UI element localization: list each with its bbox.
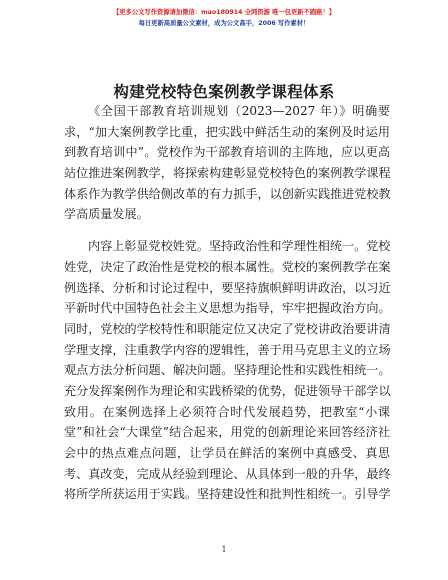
text-line: 学理支撑，注重教学内容的逻辑性，善于用马克思主义的立场 xyxy=(64,342,391,357)
promo-line-2: 每日更新高质量公文素材，成为公文高手，2006 写作素材！ xyxy=(138,20,310,27)
text-line: 将所学所获运用于实践。坚持建设性和批判性相统一。引导学 xyxy=(64,487,391,502)
document-title: 构建党校特色案例教学课程体系 xyxy=(113,83,335,101)
text-line: 考、真改变，完成从经验到理论、从具体到一般的升华，最终 xyxy=(64,466,391,481)
text-line: 到教育培训中”。党校作为干部教育培训的主阵地，应以更高 xyxy=(64,145,390,160)
page-number: 1 xyxy=(221,545,227,554)
text-line: 堂”和社会“大课堂”结合起来，用党的创新理论来回答经济社 xyxy=(64,425,390,440)
text-line: 致用。在案例选择上必须符合时代发展趋势，把教室“小课 xyxy=(64,404,390,419)
text-line: 会中的热点难点问题，让学员在鲜活的案例中真感受、真思 xyxy=(64,446,390,460)
text-line: 《全国干部教育培训规划（2023—2027 年）》明确要 xyxy=(88,104,390,118)
text-line: 同时，党校的学校特性和职能定位又决定了党校讲政治要讲清 xyxy=(64,321,391,336)
text-line: 观点方法分析问题、解决问题。坚持理论性和实践性相统一。 xyxy=(64,363,391,378)
text-line: 内容上彰显党校姓党。坚持政治性和学理性相统一。党校 xyxy=(88,239,391,254)
promo-line-1: 【更多公文写作资源请加微信：mao180914 全网资源 唯一包更新不跑路！】 xyxy=(112,9,336,16)
text-line: 体系作为教学供给侧改革的有力抓手，以创新实践推进党校教 xyxy=(64,186,391,201)
text-line: 求，“加大案例教学比重，把实践中鲜活生动的案例及时运用 xyxy=(64,124,390,139)
text-line: 站位推进案例教学，将探索构建彰显党校特色的案例教学课程 xyxy=(64,166,391,181)
text-line: 学高质量发展。 xyxy=(64,207,149,222)
promo-banner xyxy=(0,7,448,29)
text-line: 姓党，决定了政治性是党校的根本属性。党校的案例教学在案 xyxy=(64,259,391,274)
paragraph-gap xyxy=(64,225,390,236)
document-body xyxy=(64,101,390,505)
text-line: 例选择、分析和讨论过程中，要坚持旗帜鲜明讲政治，以习近 xyxy=(64,280,391,295)
text-line: 平新时代中国特色社会主义思想为指导，牢牢把握政治方向。 xyxy=(64,301,391,316)
text-line: 充分发挥案例作为理论和实践桥梁的优势，促进领导干部学以 xyxy=(64,383,391,398)
